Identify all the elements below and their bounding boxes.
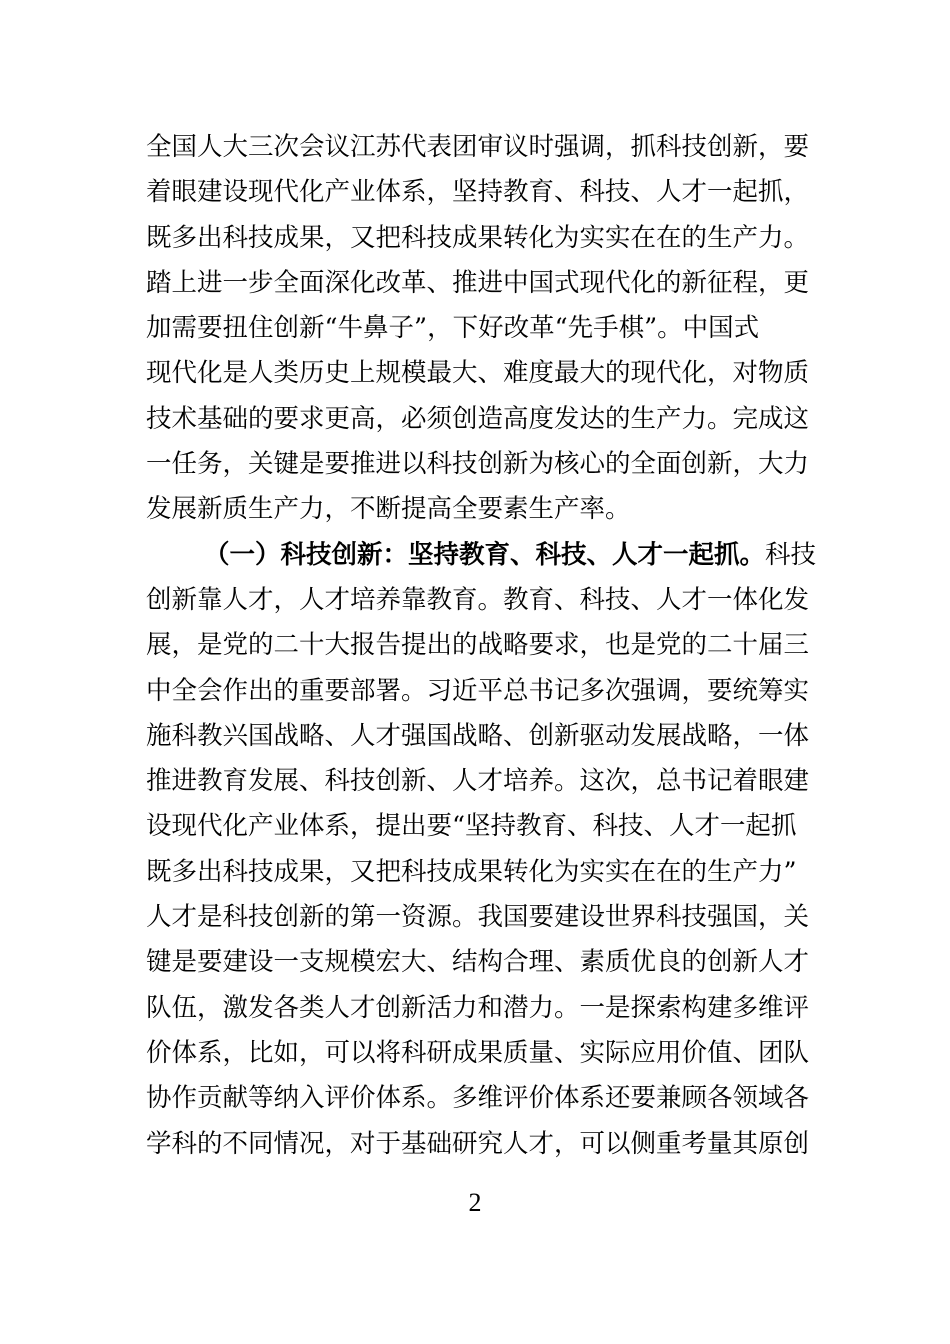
section-heading-line	[146, 533, 817, 578]
text-line: 既多出科技成果，又把科技成果转化为实实在在的生产力”	[146, 856, 797, 887]
text-line: 人才是科技创新的第一资源。我国要建设世界科技强国，关	[146, 902, 810, 933]
text-line: 着眼建设现代化产业体系，坚持教育、科技、人才一起抓，	[146, 177, 810, 208]
text-line: 键是要建设一支规模宏大、结构合理、素质优良的创新人才	[146, 947, 810, 978]
text-line: 加需要扭住创新“牛鼻子”，下好改革“先手棋”。中国式	[146, 313, 760, 344]
text-line: 全国人大三次会议江苏代表团审议时强调，抓科技创新，要	[146, 132, 810, 162]
text-line: 现代化是人类历史上规模最大、难度最大的现代化，对物质	[146, 358, 810, 389]
body-text	[146, 125, 817, 1167]
text-line: 施科教兴国战略、人才强国战略、创新驱动发展战略，一体	[146, 720, 810, 751]
section-heading: （一）科技创新：坚持教育、科技、人才一起抓。	[204, 539, 766, 570]
text-line: 队伍，激发各类人才创新活力和潜力。一是探索构建多维评	[146, 992, 810, 1023]
text-line: 发展新质生产力，不断提高全要素生产率。	[146, 494, 631, 525]
text-line: 价体系，比如，可以将科研成果质量、实际应用价值、团队	[146, 1037, 810, 1068]
text-line: 技术基础的要求更高，必须创造高度发达的生产力。完成这	[146, 403, 810, 434]
text-line: 展，是党的二十大报告提出的战略要求，也是党的二十届三	[146, 630, 810, 661]
text-line: 踏上进一步全面深化改革、推进中国式现代化的新征程，更	[146, 267, 810, 298]
text-line: 设现代化产业体系，提出要“坚持教育、科技、人才一起抓	[146, 811, 797, 842]
text-line: 协作贡献等纳入评价体系。多维评价体系还要兼顾各领域各	[146, 1083, 810, 1114]
section-heading-tail: 科技	[765, 539, 817, 570]
text-line: 学科的不同情况，对于基础研究人才，可以侧重考量其原创	[146, 1128, 810, 1159]
page-number: 2	[468, 1188, 482, 1217]
text-line: 推进教育发展、科技创新、人才培养。这次，总书记着眼建	[146, 766, 810, 797]
text-line: 中全会作出的重要部署。习近平总书记多次强调，要统筹实	[146, 675, 810, 706]
text-line: 既多出科技成果，又把科技成果转化为实实在在的生产力。	[146, 222, 810, 253]
text-line: 创新靠人才，人才培养靠教育。教育、科技、人才一体化发	[146, 584, 810, 615]
text-line: 一任务，关键是要推进以科技创新为核心的全面创新，大力	[146, 449, 810, 480]
